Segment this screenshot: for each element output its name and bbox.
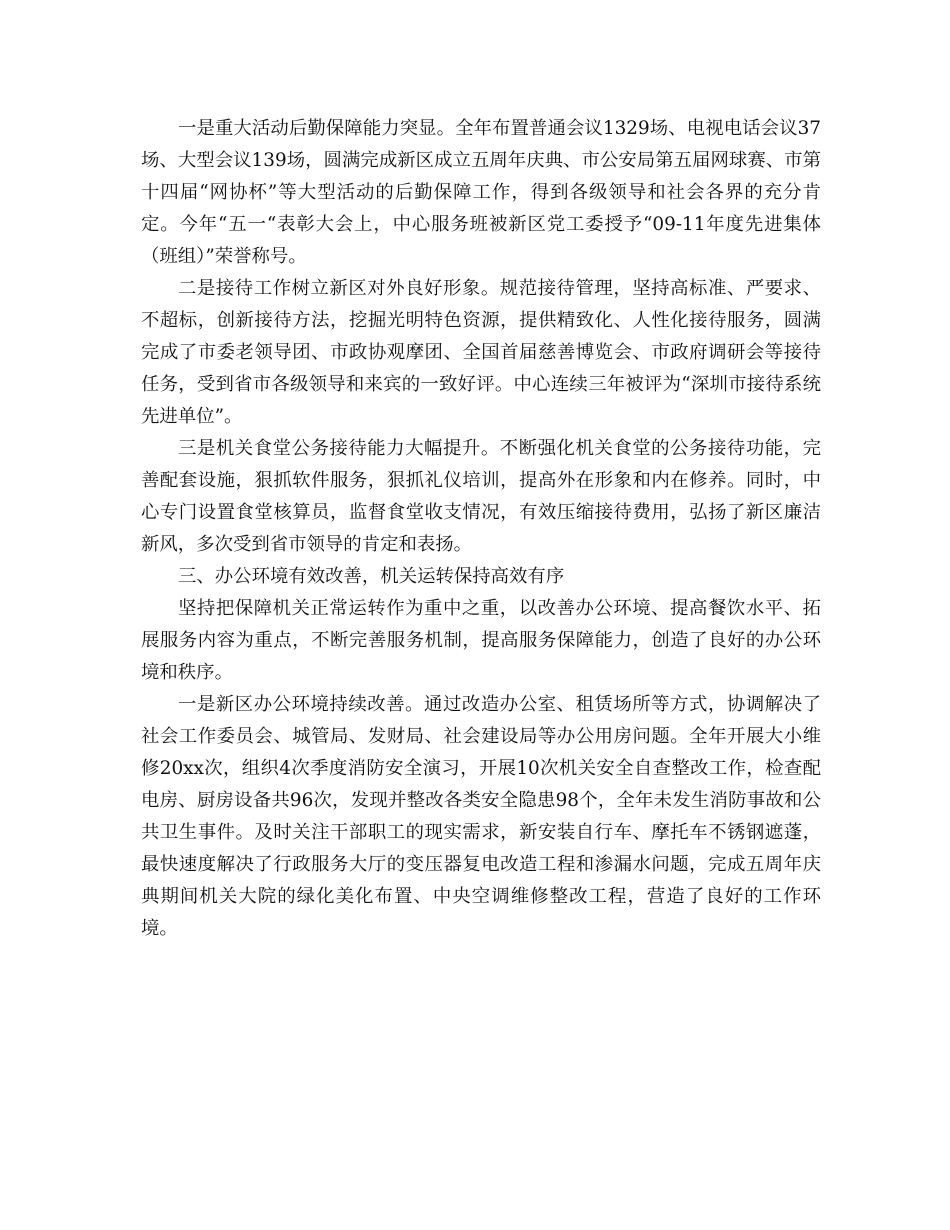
paragraph-logistics-events: 一是重大活动后勤保障能力突显。全年布置普通会议1329场、电视电话会议37场、大型会议139场，圆满完成新区成立五周年庆典、市公安局第五届网球赛、市第十四届“网协杯”等大型活动的后勤保障工作，得到各级领导和社会各界的充分肯定。今年“五一“表彰大会上，中心服务班被新区党工委授予“09-11年度先进集体（班组）”荣誉称号。 xyxy=(141,118,821,267)
paragraph-operations-support: 坚持把保障机关正常运转作为重中之重，以改善办公环境、提高餐饮水平、拓展服务内容为重点，不断完善服务机制，提高服务保障能力，创造了良好的办公环境和秩序。 xyxy=(141,598,821,683)
paragraph-reception-work: 二是接待工作树立新区对外良好形象。规范接待管理，坚持高标准、严要求、不超标，创新接待方法，挖掘光明特色资源，提供精致化、人性化接待服务，圆满完成了市委老领导团、市政协观摩团、全国首届慈善博览会、市政府调研会等接待任务，受到省市各级领导和来宾的一致好评。中心连续三年被评为“深圳市接待系统先进单位”。 xyxy=(141,278,821,427)
section-heading-office-environment: 三、办公环境有效改善，机关运转保持高效有序 xyxy=(178,566,565,587)
paragraph-canteen-reception: 三是机关食堂公务接待能力大幅提升。不断强化机关食堂的公务接待功能，完善配套设施，狠抓软件服务，狠抓礼仪培训，提高外在形象和内在修养。同时，中心专门设置食堂核算员，监督食堂收支情况，有效压缩接待费用，弘扬了新区廉洁新风，多次受到省市领导的肯定和表扬。 xyxy=(141,438,821,555)
document-page xyxy=(141,113,821,945)
paragraph-office-improvement: 一是新区办公环境持续改善。通过改造办公室、租赁场所等方式，协调解决了社会工作委员会、城管局、发财局、社会建设局等办公用房问题。全年开展大小维修20xx次，组织4次季度消防安全演习，开展10次机关安全自查整改工作，检查配电房、厨房设备共96次，发现并整改各类安全隐患98个，全年未发生消防事故和公共卫生事件。及时关注干部职工的现实需求，新安装自行车、摩托车不锈钢遮蓬，最快速度解决了行政服务大厅的变压器复电改造工程和渗漏水问题，完成五周年庆典期间机关大院的绿化美化布置、中央空调维修整改工程，营造了良好的工作环境。 xyxy=(141,694,821,939)
